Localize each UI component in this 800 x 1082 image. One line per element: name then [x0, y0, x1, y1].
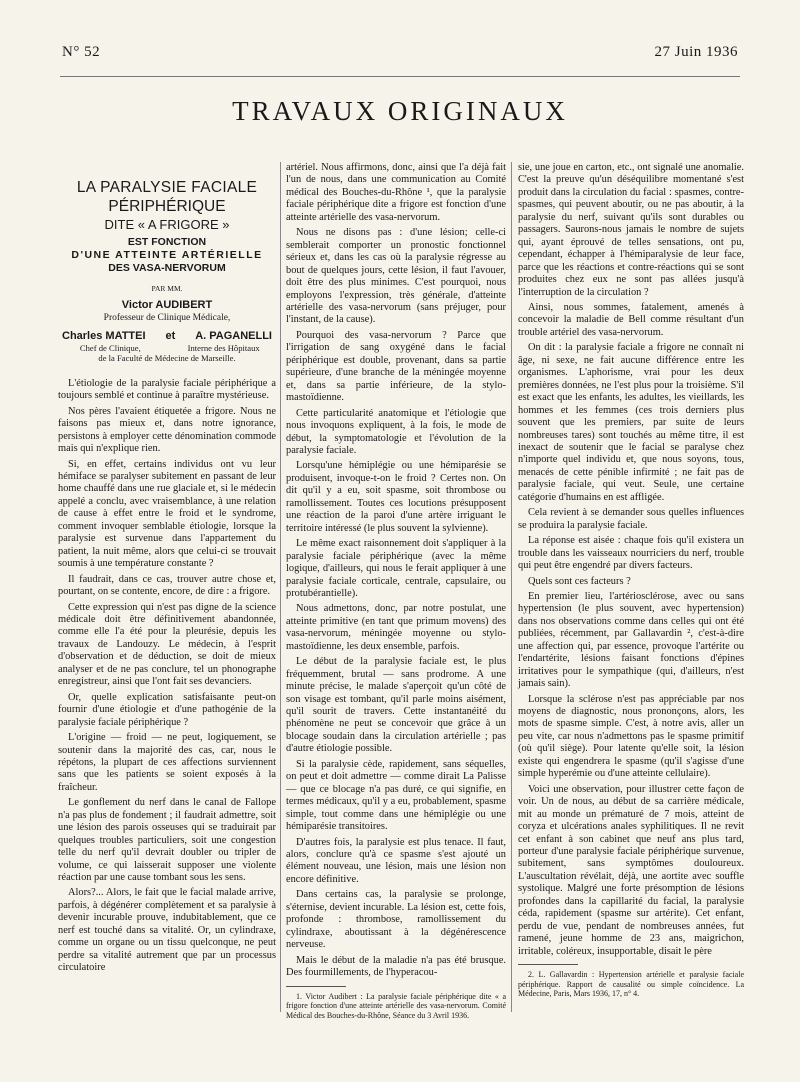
- footnote-rule-2: [518, 964, 578, 965]
- col3-paragraph: Ainsi, nous sommes, fatalement, amenés à concevoir la maladie de Bell comme résultant d'un trouble artériel des vasa-nervorum.: [518, 301, 744, 338]
- col1-paragraph: L'étiologie de la paralysie faciale périphérique a toujours semblé et continue à paraître mystérieuse.: [58, 377, 276, 402]
- col2-paragraph: Nous admettons, donc, par notre postulat, une atteinte primitive (en tant que primum movens) des vasa-nervorum, méningée moyenne ou stylo-mastoïdienne, les deux ensemble, parfois.: [286, 603, 506, 652]
- col3-paragraph: On dit : la paralysie faciale a frigore ne connaît ni âge, ni sexe, ne fait aucune différence entre les organismes. L'aphorisme, vrai pour les deux premières données, ne l'est plus pour la troisième. S'il est exact que les enfants, les adultes, les vieillards, les hommes et les femmes (ces trois derniers plus souvent que les premiers, par suite de leurs nombreuses tares) sont touchés au même titre, il est inexact de soutenir que le facial se paralyse chez n'importe quel individu et, que nous soyons, tous, menacés de cette pénible infirmité ; ne fait pas de paralysie faciale, qui veut. Seule, une certaine catégorie d'humains en est affligée.: [518, 342, 744, 503]
- col1-paragraph: Si, en effet, certains individus ont vu leur hémiface se paralyser subitement en passant de leur home chauffé dans une rue glaciale et, si le médecin appelé a conclu, avec vraisemblance, à une relation de cause à effet entre le froid et le syndrome, comment invoquer semblable étiologie, lorsque la paralysie est survenue dans l'appartement du patient, la nuit même, alors que celui-ci se trouvait soumis à une température constante ?: [58, 458, 276, 570]
- col2-paragraph: Pourquoi des vasa-nervorum ? Parce que l'irrigation de sang oxygéné dans le facial périphérique est double, provenant, dans sa partie supérieure, d'une branche de la méningée moyenne et, dans sa partie inférieure, de la stylo-mastoïdienne.: [286, 329, 506, 404]
- col2-paragraph: Le même exact raisonnement doit s'appliquer à la paralysie faciale périphérique (avec la même logique, d'ailleurs, qui nous le ferait appliquer à une paralysie faciale corticale, centrale, capsulaire, ou protubérantielle).: [286, 538, 506, 599]
- title-line-5: D'UNE ATTEINTE ARTÉRIELLE: [71, 249, 263, 261]
- footnote-1: 1. Victor Audibert : La paralysie faciale périphérique dite « a frigore fonction d'une atteinte artérielle des vasa-nervorum. Comité Médical des Bouches-du-Rhône, Séance du 3 Avril 1936.: [286, 991, 506, 1020]
- title-line-2: PÉRIPHÉRIQUE: [108, 198, 226, 215]
- author-mattei: Charles MATTEI: [62, 330, 146, 343]
- issue-number: N° 52: [62, 44, 101, 60]
- title-line-3: DITE « A FRIGORE »: [104, 217, 230, 232]
- col2-paragraph: Mais le début de la maladie n'a pas été brusque. Des fourmillements, de l'hyperacou-: [286, 954, 506, 979]
- col2-paragraph: Lorsqu'une hémiplégie ou une hémiparésie se produisent, invoque-t-on le froid ? Certes non. On dit qu'il y a eu, soit spasme, soit thrombose ou ramollissement. Toutes ces locutions présupposent une réaction de la paroi d'une artère irriguant le territoire intéressé (le plus souvent la sylvienne).: [286, 460, 506, 534]
- col2-paragraph: D'autres fois, la paralysie est plus tenace. Il faut, alors, conclure qu'à ce spasme s'est ajouté un élément nouveau, une lésion, mais une lésion non encore définitive.: [286, 836, 506, 885]
- col3-paragraph: Cela revient à se demander sous quelles influences se produira la paralysie faciale.: [518, 507, 744, 531]
- col1-paragraph: Le gonflement du nerf dans le canal de Fallope n'a pas plus de fondement ; il faudrait admettre, soit une lésion des parois osseuses qui se traduirait par quelques troubles particuliers, soit une congestion telle du nerf qu'il devrait doubler ou tripler de volume, ce qui laisserait supposer une violente réaction par une cause tombant sous les sens.: [58, 797, 276, 884]
- col2-paragraph: artériel. Nous affirmons, donc, ainsi que l'a déjà fait l'un de nous, dans une communication au Comité médical des Bouches-du-Rhône ¹, que la paralysie faciale périphérique dite a frigore est fonction d'une atteinte artérielle des vasa-nervorum.: [286, 162, 506, 223]
- footnote-2: 2. L. Gallavardin : Hypertension artérielle et paralysie faciale périphérique. Rapport de causalité ou simple coïncidence. La Médecine, Paris, Mars 1936, 17, n° 4.: [518, 970, 744, 999]
- title-line-6: DES VASA-NERVORUM: [108, 262, 226, 274]
- article-title: [58, 178, 276, 275]
- col3-paragraph: La réponse est aisée : chaque fois qu'il existera un trouble dans les vaisseaux nourriciers du nerf, trouble qui peut être engendré par divers facteurs.: [518, 535, 744, 572]
- par-mm: PAR MM.: [151, 284, 183, 293]
- column-3: [518, 162, 744, 999]
- column-1: [58, 162, 276, 978]
- col1-paragraph: Nos pères l'avaient étiquetée a frigore. Nous ne faisons pas mieux et, dans notre ignorance, persistons à employer cette dénomination commode mais qui n'explique rien.: [58, 405, 276, 455]
- author-paganelli-title: Interne des Hôpitaux: [187, 342, 260, 353]
- col1-paragraph: Alors?... Alors, le fait que le facial malade arrive, parfois, à dégénérer complètement et sa paralysie à devenir incurable prouve, indubitablement, que ce nerf est touché dans sa vitalité. Or, un cylindraxe, comme un organe ou un tissu quelconque, ne peut perdre sa vitalité autrement que par un processus circulatoire: [58, 887, 276, 974]
- title-line-4: EST FONCTION: [127, 236, 207, 248]
- col3-paragraph: Lorsque la sclérose n'est pas appréciable par nos moyens de diagnostic, nous prononçons, alors, les mots de spasme simple. C'est, à notre avis, aller un peu vite, car nous n'admettons pas le spasme primitif (où qu'il siège). Pour latente qu'elle soit, la lésion existe qui engendrera le spasme (qu'il s'agisse d'une simple hyperémie ou d'une atteinte cellulaire).: [518, 693, 744, 780]
- col1-paragraph: Or, quelle explication satisfaisante peut-on fournir d'une étiologie et d'une pathogénie de la paralysie faciale périphérique ?: [58, 691, 276, 728]
- col1-paragraph: Il faudrait, dans ce cas, trouver autre chose et, pourtant, on se contente, encore, de dire : a frigore.: [58, 573, 276, 598]
- column-2: [286, 162, 506, 1020]
- col2-paragraph: Cette particularité anatomique et l'étiologie que nous invoquons expliquent, à la fois, le mode de début, la symptomatologie et l'évolution de la paralysie faciale.: [286, 407, 506, 456]
- col1-paragraph: L'origine — froid — ne peut, logiquement, se soutenir dans la majorité des cas, car, nous le répétons, la plupart de ces affections surviennent sans que les patients se soient exposés à la fraîcheur.: [58, 732, 276, 793]
- co-authors: [58, 330, 276, 342]
- author-paganelli: A. PAGANELLI: [195, 330, 272, 343]
- co-author-titles: [58, 343, 276, 354]
- header-rule: [60, 76, 740, 77]
- footnote-rule-1: [286, 986, 346, 987]
- faculty-line: [58, 353, 276, 364]
- author-mattei-title: Chef de Clinique,: [79, 342, 141, 353]
- col3-paragraph: Voici une observation, pour illustrer cette façon de voir. Un de nous, au début de sa carrière médicale, mit au monde un prématuré de 7 mois, atteint de coryza et ulcérations anales syphilitiques. Il ne revit cet enfant à son cabinet que neuf ans plus tard, porteur d'une paralysie faciale périphérique survenue, subitement, sans symptômes douloureux. L'auscultation révélait, déjà, une aortite avec souffle systolique. Malgré une forte présomption de lésions profondes dans la capillarité du facial, la paralysie céda, rapidement (spasme sur artérite). Cet enfant, perdu de vue, pendant de nombreuses années, fut ramené, jeune homme de 23 ans, maigrichon, irritable, coléreux, insupportable, disait le père: [518, 783, 744, 957]
- author-audibert: Victor AUDIBERT: [121, 299, 213, 312]
- col2-paragraph: Si la paralysie cède, rapidement, sans séquelles, on peut et doit admettre — comme dirait La Palisse — que ce blocage n'a pas duré, ce qui signifie, en termes médicaux, qu'il y a eu, probablement, spasme simple, tout comme dans une hémiplégie ou une hémiparésie transitoires.: [286, 758, 506, 833]
- column-divider-1: [280, 162, 281, 1012]
- col3-paragraph: sie, une joue en carton, etc., ont signalé une anomalie. C'est la preuve qu'un déséquilibre momentané s'est produit dans la circulation du facial : spasmes, contre-spasmes, qui peuvent aboutir, ou ne pas aboutir, à la paralysie du nerf, suivant qu'ils sont durables ou passagers. Saurons-nous jamais le nombre de sujets qui, ayant éprouvé de telles sensations, ont pu, cependant, échapper à l'hémiparalysie de leur face, parce que les réactions et contre-réactions qui se sont produites chez eux ne sont pas allées jusqu'à l'interruption de la circulation ?: [518, 162, 744, 298]
- author-audibert-title: Professeur de Clinique Médicale,: [103, 312, 231, 323]
- issue-date: 27 Juin 1936: [654, 44, 738, 60]
- col2-paragraph: Nous ne disons pas : d'une lésion; celle-ci semblerait comporter un pronostic fonctionnel sérieux et, dans les cas où la paralysie régresse au bout de quelques jours, cette lésion, il faut l'avouer, doit être des plus minimes. C'est pourquoi, nous employons l'expression, très générale, d'atteinte artérielle des vasa-nervorum (sans préjuger, pour l'instant, de la cause).: [286, 227, 506, 326]
- title-line-1: LA PARALYSIE FACIALE: [76, 179, 258, 196]
- author-conjunction: et: [165, 330, 176, 343]
- col2-paragraph: Dans certains cas, la paralysie se prolonge, s'éternise, devient incurable. La lésion est, cette fois, profonde : thrombose, ramollissement du cylindraxe, aboutissant à la dégénérescence nerveuse.: [286, 889, 506, 951]
- column-divider-2: [511, 162, 512, 1012]
- col3-paragraph: En premier lieu, l'artériosclérose, avec ou sans hypertension (le plus souvent, avec hypertension) dans nos observations comme dans celles qui ont été publiées, récemment, par Gallavardin ², c'est-à-dire une affection qui, par essence, provoque l'artérite ou l'endartérite, lésions faisant fonctions d'épines irritatives pour le sympathique (qui, d'ailleurs, n'est jamais sain).: [518, 590, 744, 690]
- col3-paragraph: Quels sont ces facteurs ?: [528, 575, 631, 587]
- col2-paragraph: Le début de la paralysie faciale est, le plus fréquemment, brutal — sans prodrome. A une minute précise, le malade s'aperçoit qu'un côté de son visage est tombant, qu'il parle moins aisément, qu'il sourit de travers. Cette instantanéité du phénomène ne peut se concevoir que grâce à un blocage soudain dans la circulation artérielle ; pas d'autre étiologie possible.: [286, 656, 506, 755]
- section-title: TRAVAUX ORIGINAUX: [232, 96, 568, 126]
- faculty: de la Faculté de Médecine de Marseille.: [98, 353, 236, 364]
- col1-paragraph: Cette expression qui n'est pas digne de la science médicale doit être définitivement abandonnée, comme elle l'a été pour la pleurésie, depuis les travaux de Landouzy. Le médecin, à l'esprit d'observation et de déduction, se doit de mieux analyser et de ne pas conclure, tel un phonographe enregistreur, ainsi que l'ont fait ses devanciers.: [58, 601, 276, 688]
